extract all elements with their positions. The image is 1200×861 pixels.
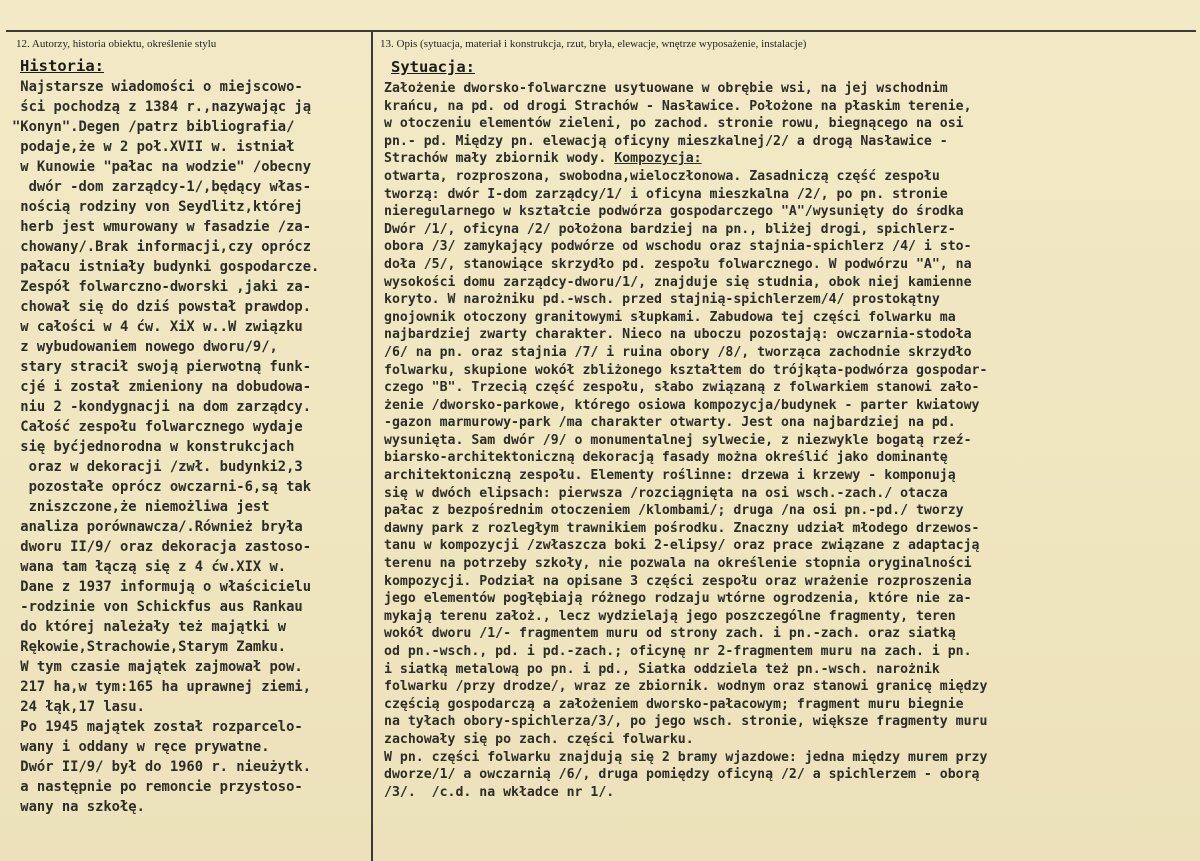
history-line: w całości w 4 ćw. XiX w..W związku [12, 319, 303, 335]
description-line: od pn.-wsch., pd. i pd.-zach.; oficynę nr 2-fragmentem muru na zach. i pn. [384, 644, 972, 659]
description-line: pn.- pd. Między pn. elewacją oficyny mieszkalnej/2/ a drogą Nasławice - [384, 133, 948, 149]
description-line: czego "B". Trzecią część zespołu, słabo związaną z folwarkiem stanowi zało- [384, 380, 980, 396]
description-line: gnojownik otoczony granitowymi słupkami. Zabudowa tej części folwarku ma [384, 309, 956, 325]
description-line: wysunięta. Sam dwór /9/ o monumentalnej sylwecie, z niezwykle bogatą rzeź- [384, 432, 972, 448]
history-line: Po 1945 majątek został rozparcelo- [12, 719, 303, 735]
history-line: -rodzinie von Schickfus aus Rankau [12, 599, 303, 615]
description-line: krańcu, na pd. od drogi Strachów - Nasławice. Położone na płaskim terenie, [384, 98, 972, 114]
description-line: obora /3/ zamykający podwórze od wschodu oraz stajnia-spichlerz /4/ i sto- [384, 239, 972, 255]
description-line: W pn. części folwarku znajdują się 2 bramy wjazdowe: jedna między murem przy [384, 749, 988, 765]
description-line: kompozycji. Podział na opisane 3 części zespołu oraz wrażenie rozproszenia [384, 573, 972, 589]
description-line: folwarku, skupione wokół zbliżonego kształtem do trójkąta-podwórza gospodar- [384, 362, 988, 378]
description-line: Dwór /1/, oficyna /2/ położona bardziej na pn., bliżej drogi, spichlerz- [384, 221, 956, 237]
description-line: jego elementów pogłębiają różnego rodzaju wtórne ogrodzenia, które nie za- [384, 591, 972, 607]
description-line: -gazon marmurowy-park /ma charakter otwarty. Jest ona najbardziej na pd. [384, 415, 956, 431]
description-line: na tyłach obory-spichlerza/3/, po jego wsch. stronie, większe fragmenty muru [384, 714, 988, 730]
history-line: nością rodziny von Seydlitz,której [12, 199, 303, 215]
history-line: niu 2 -kondygnacji na dom zarządcy. [12, 399, 312, 415]
description-line: częścią gospodarczą a założeniem dworsko-pałacowym; fragment muru biegnie [384, 696, 964, 712]
description-line: terenu na potrzeby szkoły, nie pozwala na określenie stopnia oryginalności [384, 556, 972, 572]
description-line: biarsko-architektoniczną dekoracją fasady można określić jako dominantę [384, 450, 948, 466]
description-line: wokół dworu /1/- fragmentem muru od strony zach. i pn.-zach. oraz siatką [384, 626, 956, 642]
history-line: chowany/.Brak informacji,czy oprócz [12, 239, 312, 255]
description-line: koryto. W narożniku pd.-wsch. przed stajnią-spichlerzem/4/ prostokątny [384, 292, 940, 308]
description-line: /6/ na pn. oraz stajnia /7/ i ruina obory /8/, tworząca zachodnie skrzydło [384, 344, 972, 360]
description-line: Strachów mały zbiornik wody. Kompozycja: [384, 151, 702, 167]
description-line: żenie /dworsko-parkowe, którego osiowa kompozycja/budynek - parter kwiatowy [384, 397, 980, 413]
description-text [384, 80, 1194, 801]
history-line: "Konyn".Degen /patrz bibliografia/ [12, 119, 295, 135]
history-line: wany na szkołę. [12, 799, 145, 815]
history-line: podaje,że w 2 poł.XVII w. istniał [12, 139, 295, 155]
history-line: do której należały też majątki w [12, 619, 287, 635]
description-line: w otoczeniu elementów zieleni, po zachod. stronie rowu, biegnącego na osi [384, 116, 964, 132]
description-line: mykają terenu założ., lecz wydzielają jego poszczególne fragmenty, teren [384, 608, 956, 624]
history-line: oraz w dekoracji /zwł. budynki2,3 [12, 459, 303, 475]
history-line: ści pochodzą z 1384 r.,nazywając ją [12, 99, 312, 115]
history-line: pozostałe oprócz owczarni-6,są tak [12, 479, 312, 495]
history-line: herb jest wmurowany w fasadzie /za- [12, 219, 312, 235]
description-line: wysokości domu zarządcy-dworu/1/, znajduje się studnia, obok niej kamienne [384, 274, 972, 290]
history-line: w Kunowie "pałac na wodzie" /obecny [12, 159, 312, 175]
composition-heading: Kompozycja: [614, 151, 702, 167]
description-line: pałac z bezpośrednim otoczeniem /klombami/; druga /na osi pn.-pd./ tworzy [384, 503, 964, 519]
history-line: Najstarsze wiadomości o miejscowo- [12, 79, 303, 95]
history-text [12, 77, 368, 817]
history-line: a następnie po remoncie przystoso- [12, 779, 303, 795]
situation-heading: Sytuacja: [391, 58, 475, 76]
field-13-label: 13. Opis (sytuacja, materiał i konstrukcja, rzut, bryła, elewacje, wnętrze wyposażenie, instalacje) [380, 38, 807, 50]
history-line: chował się do dziś powstał prawdop. [12, 299, 312, 315]
history-line: z wybudowaniem nowego dworu/9/, [12, 339, 278, 355]
history-line: wany i oddany w ręce prywatne. [12, 739, 270, 755]
history-line: pałacu istniały budynki gospodarcze. [12, 259, 320, 275]
history-line: 24 łąk,17 lasu. [12, 699, 145, 715]
description-line: Założenie dworsko-folwarczne usytuowane w obrębie wsi, na jej wschodnim [384, 81, 948, 96]
history-line: Rękowie,Strachowie,Starym Zamku. [12, 639, 287, 655]
history-heading: Historia: [20, 57, 104, 75]
history-line: cjé i został zmieniony na dobudowa- [12, 379, 312, 395]
description-line: najbardziej zwarty charakter. Nieco na uboczu pozostają: owczarnia-stodoła [384, 327, 972, 343]
description-line: dawny park z rozległym trawnikiem pośrodku. Znaczny udział młodego drzewos- [384, 520, 980, 536]
history-line: zniszczone,że niemożliwa jest [12, 499, 270, 515]
history-line: Całość zespołu folwarcznego wydaje [12, 419, 303, 435]
description-line: /3/. /c.d. na wkładce nr 1/. [384, 784, 615, 800]
description-line: architektoniczną zespołu. Elementy roślinne: drzewa i krzewy - komponują [384, 468, 956, 484]
history-line: Dane z 1937 informują o właścicielu [12, 579, 312, 595]
description-line: zachowały się po zach. części folwarku. [384, 731, 694, 747]
history-line: dwór -dom zarządcy-1/,będący włas- [12, 179, 312, 195]
description-line: i siatką metalową po pn. i pd., Siatka oddziela też pn.-wsch. narożnik [384, 661, 940, 677]
history-line: się byćjednorodna w konstrukcjach [12, 439, 295, 455]
description-line: się w dwóch elipsach: pierwsza /rozciągnięta na osi wsch.-zach./ otacza [384, 485, 948, 501]
column-divider [371, 30, 373, 861]
history-line: wana tam łączą się z 4 ćw.XIX w. [12, 559, 287, 575]
history-line: Zespół folwarczno-dworski ,jaki za- [12, 279, 312, 295]
history-line: Dwór II/9/ był do 1960 r. nieużytk. [12, 759, 312, 775]
description-line: dworze/1/ a owczarnią /6/, druga pomiędzy oficyną /2/ a spichlerzem - oborą [384, 767, 980, 783]
description-line: tworzą: dwór I-dom zarządcy/1/ i oficyna mieszkalna /2/, po pn. stronie [384, 186, 948, 202]
history-line: 217 ha,w tym:165 ha uprawnej ziemi, [12, 679, 312, 695]
history-line: W tym czasie majątek zajmował pow. [12, 659, 303, 675]
description-line: doła /5/, stanowiące skrzydło pd. zespołu folwarcznego. W podwórzu "A", na [384, 256, 972, 272]
history-line: stary stracił swoją pierwotną funk- [12, 359, 312, 375]
field-12-label: 12. Autorzy, historia obiektu, określenie stylu [16, 38, 217, 50]
history-line: analiza porównawcza/.Również bryła [12, 519, 303, 535]
header-rule [6, 30, 1196, 32]
history-line: dworu II/9/ oraz dekoracja zastoso- [12, 539, 312, 555]
description-line: folwarku /przy drodze/, wraz ze zbiornik. wodnym oraz stanowi granicę między [384, 679, 988, 695]
description-line: otwarta, rozproszona, swobodna,wieloczłonowa. Zasadniczą część zespołu [384, 168, 940, 184]
description-line: tanu w kompozycji /zwłaszcza boki 2-elipsy/ oraz prace związane z adaptacją [384, 538, 980, 554]
description-line: nieregularnego w kształcie podwórza gospodarczego "A"/wysunięty do środka [384, 204, 964, 220]
